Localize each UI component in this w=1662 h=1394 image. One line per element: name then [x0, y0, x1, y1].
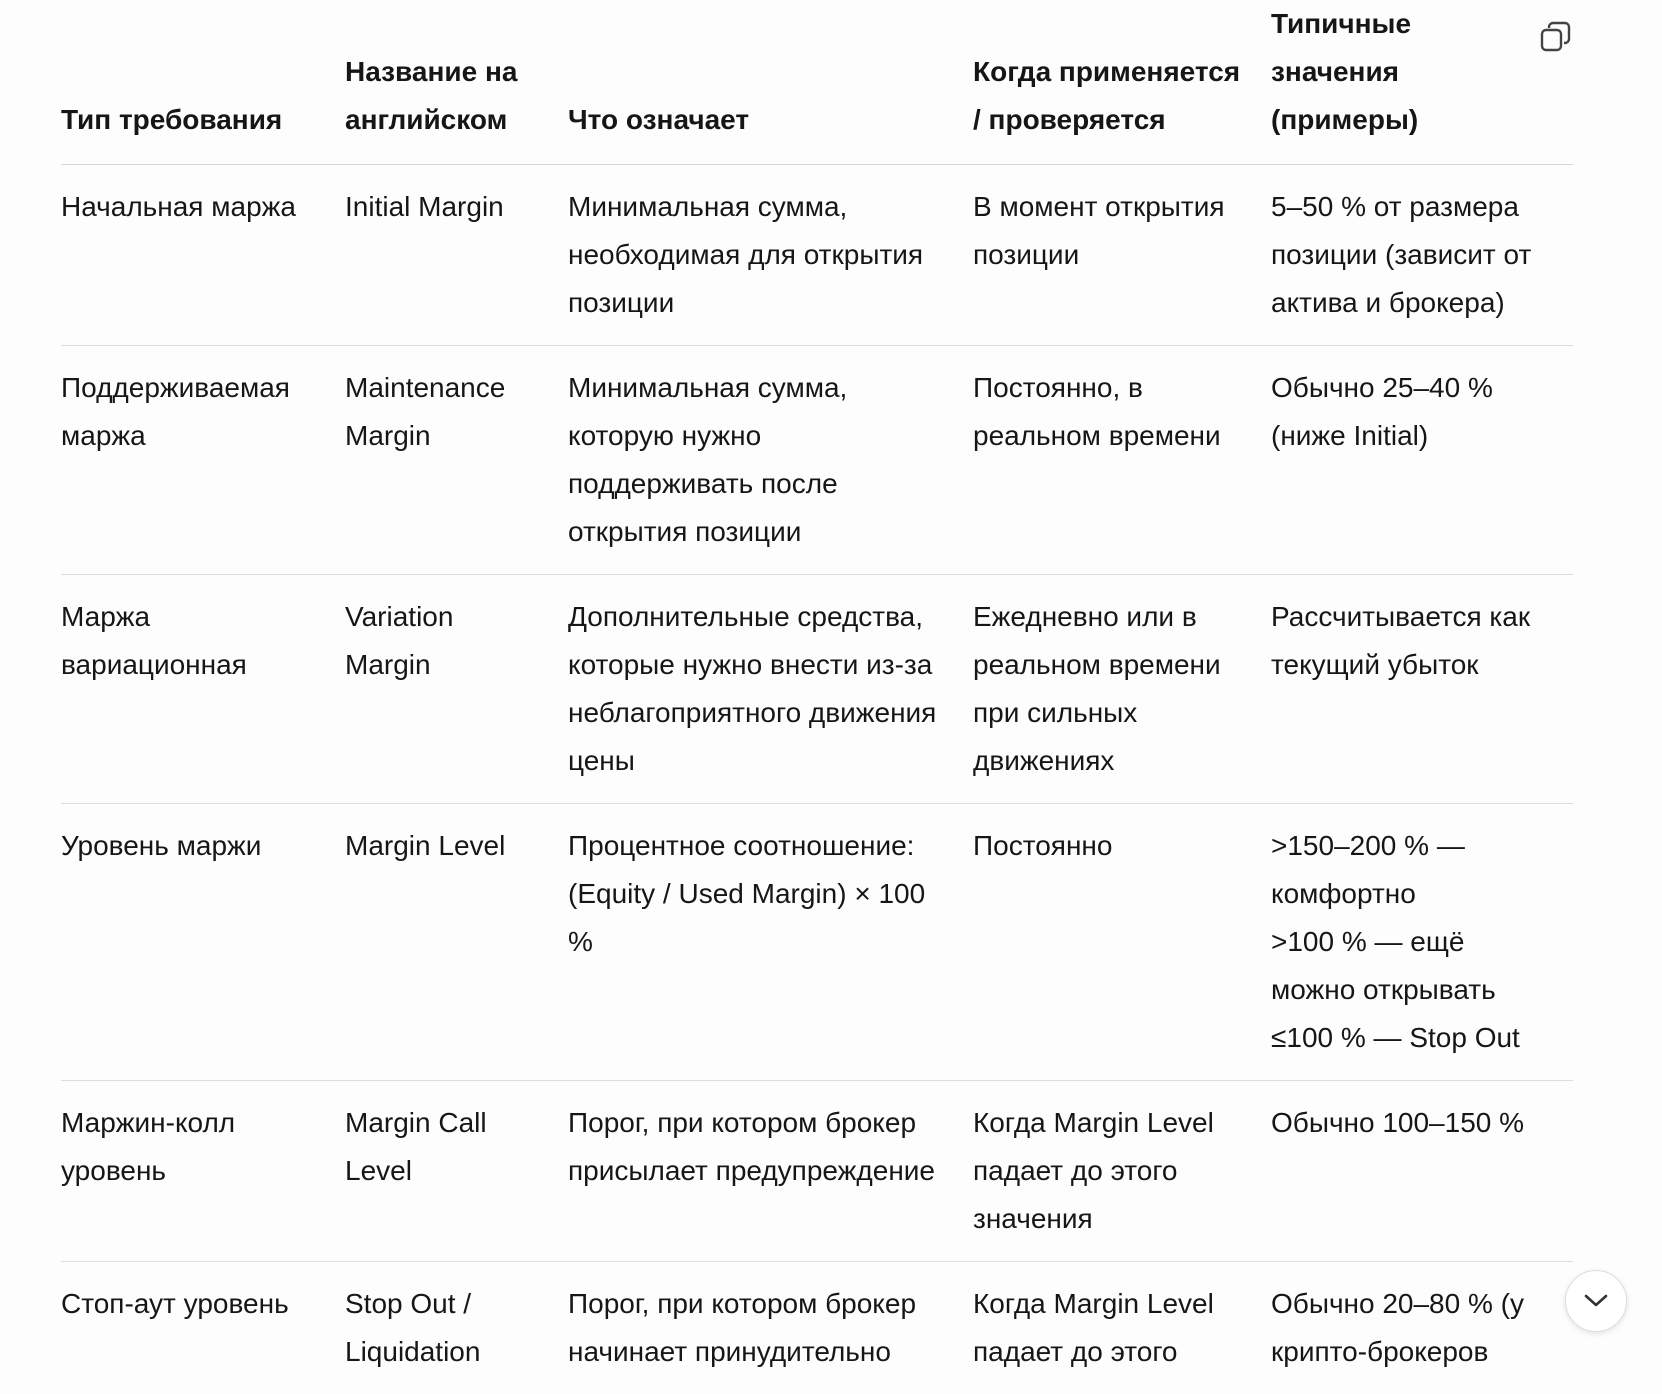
table-header-row: [61, 0, 1573, 165]
cell-values: [1271, 804, 1573, 1081]
copy-icon: [1538, 20, 1574, 54]
table-row: [61, 804, 1573, 1081]
cell-meaning: Порог, при котором брокер присылает предупреждение: [568, 1081, 973, 1262]
cell-meaning: Дополнительные средства, которые нужно внести из-за неблагоприятного движения цены: [568, 575, 973, 804]
value-line: 5–50 % от размера позиции (зависит от актива и брокера): [1271, 183, 1545, 327]
copy-table-button[interactable]: [1538, 20, 1574, 54]
cell-english: Initial Margin: [345, 165, 568, 346]
value-line: ≤100 % — Stop Out: [1271, 1014, 1545, 1062]
cell-type: Начальная маржа: [61, 165, 345, 346]
table-row: [61, 165, 1573, 346]
cell-type: Стоп-аут уровень: [61, 1262, 345, 1394]
cell-values: [1271, 1262, 1573, 1394]
cell-english: Margin Level: [345, 804, 568, 1081]
header-type: Тип требования: [61, 0, 345, 165]
table-row: [61, 1262, 1573, 1394]
chevron-down-icon: [1583, 1293, 1609, 1309]
cell-type: Маржа вариационная: [61, 575, 345, 804]
header-typical-values: Типичные значения (примеры): [1271, 0, 1573, 165]
cell-english: Margin Call Level: [345, 1081, 568, 1262]
cell-values: [1271, 1081, 1573, 1262]
cell-when: Ежедневно или в реальном времени при сильных движениях: [973, 575, 1271, 804]
cell-type: Маржин-колл уровень: [61, 1081, 345, 1262]
cell-when: Когда Margin Level падает до этого: [973, 1262, 1271, 1394]
cell-when: Постоянно, в реальном времени: [973, 346, 1271, 575]
cell-type: Уровень маржи: [61, 804, 345, 1081]
cell-type: Поддерживаемая маржа: [61, 346, 345, 575]
value-line: >100 % — ещё можно открывать: [1271, 918, 1545, 1014]
cell-english: Variation Margin: [345, 575, 568, 804]
cell-when: Когда Margin Level падает до этого значения: [973, 1081, 1271, 1262]
value-line: >150–200 % — комфортно: [1271, 822, 1545, 918]
cell-when: В момент открытия позиции: [973, 165, 1271, 346]
table-row: [61, 346, 1573, 575]
cell-english: Maintenance Margin: [345, 346, 568, 575]
value-line: Рассчитывается как текущий убыток: [1271, 593, 1545, 689]
cell-meaning: Порог, при котором брокер начинает принудительно: [568, 1262, 973, 1394]
cell-meaning: Минимальная сумма, необходимая для открытия позиции: [568, 165, 973, 346]
cell-values: [1271, 575, 1573, 804]
margin-requirements-table: [61, 0, 1573, 1394]
cell-when: Постоянно: [973, 804, 1271, 1081]
cell-meaning: Минимальная сумма, которую нужно поддерживать после открытия позиции: [568, 346, 973, 575]
value-line: Обычно 25–40 % (ниже Initial): [1271, 364, 1545, 460]
cell-english: Stop Out / Liquidation: [345, 1262, 568, 1394]
header-english-name: Название на английском: [345, 0, 568, 165]
header-meaning: Что означает: [568, 0, 973, 165]
margin-table-container: [61, 0, 1573, 1394]
header-when: Когда применяется / проверяется: [973, 0, 1271, 165]
cell-meaning: Процентное соотношение: (Equity / Used Margin) × 100 %: [568, 804, 973, 1081]
value-line: Обычно 20–80 % (у крипто-брокеров: [1271, 1280, 1545, 1376]
table-row: [61, 575, 1573, 804]
cell-values: [1271, 165, 1573, 346]
value-line: Обычно 100–150 %: [1271, 1099, 1545, 1147]
cell-values: [1271, 346, 1573, 575]
table-row: [61, 1081, 1573, 1262]
scroll-down-button[interactable]: [1565, 1270, 1627, 1332]
